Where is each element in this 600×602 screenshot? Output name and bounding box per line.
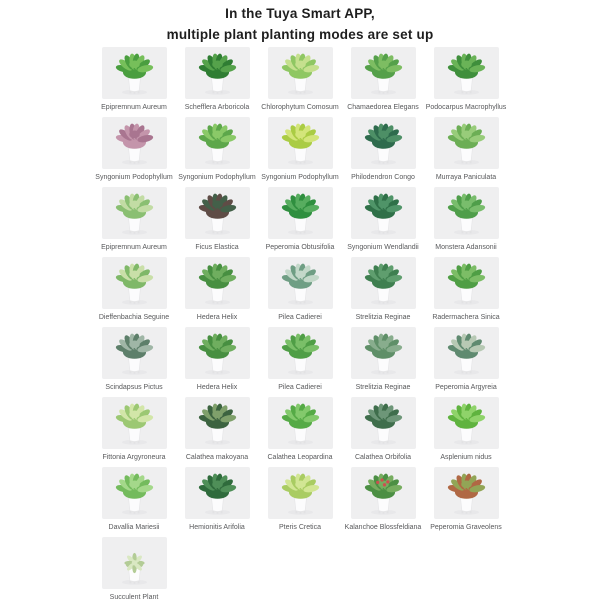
plant-illustration	[102, 537, 167, 589]
header	[0, 0, 600, 45]
plant-item	[351, 257, 416, 322]
plant-name-label: Peperomia Graveolens	[430, 524, 502, 531]
plant-name-label: Pilea Cadierei	[278, 314, 322, 321]
plant-name-label: Epipremnum Aureum	[101, 244, 167, 251]
foliage	[281, 403, 320, 429]
pot	[294, 218, 306, 231]
plant-item	[178, 117, 256, 182]
plant-name-label: Radermachera Sinica	[432, 314, 500, 321]
foliage	[447, 473, 486, 499]
pot	[294, 148, 306, 161]
plant-illustration	[268, 47, 333, 99]
pot	[294, 428, 306, 441]
plant-photo	[185, 327, 250, 379]
plant-photo	[268, 467, 333, 519]
plant-item	[185, 187, 250, 252]
foliage	[198, 473, 237, 499]
plant-photo	[185, 47, 250, 99]
plant-name-label: Hemionitis Arifolia	[189, 524, 245, 531]
plant-item	[98, 257, 170, 322]
pot	[211, 428, 223, 441]
plant-photo	[268, 47, 333, 99]
pot	[211, 498, 223, 511]
foliage	[198, 403, 237, 429]
plant-grid	[95, 47, 507, 602]
foliage	[281, 193, 320, 219]
foliage	[198, 333, 237, 359]
foliage	[364, 193, 403, 219]
foliage	[447, 123, 486, 149]
plant-name-label: Syngonium Podophyllum	[178, 174, 256, 181]
plant-item	[261, 117, 339, 182]
flower-dot	[382, 483, 385, 486]
plant-illustration	[351, 397, 416, 449]
pot	[128, 148, 140, 161]
pot	[377, 288, 389, 301]
plant-item	[268, 467, 333, 532]
plant-item	[351, 117, 416, 182]
foliage	[198, 53, 237, 79]
pot	[460, 428, 472, 441]
plant-name-label: Succulent Plant	[109, 594, 159, 601]
plant-name-label: Kalanchoe Blossfeldiana	[344, 524, 422, 531]
plant-photo	[434, 397, 499, 449]
plant-name-label: Ficus Elastica	[195, 244, 239, 251]
plant-illustration	[434, 117, 499, 169]
plant-item	[95, 117, 173, 182]
pot	[128, 498, 140, 511]
plant-illustration	[268, 327, 333, 379]
foliage	[115, 473, 154, 499]
plant-item	[434, 327, 499, 392]
plant-item	[347, 47, 419, 112]
plant-illustration	[185, 327, 250, 379]
pot	[128, 218, 140, 231]
plant-item	[185, 47, 250, 112]
plant-photo	[434, 117, 499, 169]
plant-name-label: Peperomia Argyreia	[435, 384, 497, 391]
plant-photo	[268, 397, 333, 449]
pot	[128, 78, 140, 91]
foliage	[115, 53, 154, 79]
pot	[128, 428, 140, 441]
plant-item	[425, 47, 507, 112]
plant-photo	[102, 257, 167, 309]
pot	[460, 288, 472, 301]
plant-illustration	[434, 467, 499, 519]
pot	[211, 78, 223, 91]
foliage	[447, 403, 486, 429]
plant-illustration	[102, 397, 167, 449]
foliage	[364, 53, 403, 79]
plant-item	[268, 327, 333, 392]
flower-dot	[380, 478, 383, 481]
foliage	[124, 553, 144, 573]
foliage	[447, 263, 486, 289]
plant-name-label: Murraya Paniculata	[435, 174, 497, 181]
plant-illustration	[351, 467, 416, 519]
plant-photo	[185, 187, 250, 239]
plant-illustration	[185, 257, 250, 309]
plant-item	[102, 537, 167, 602]
plant-name-label: Hedera Helix	[196, 314, 238, 321]
plant-illustration	[185, 47, 250, 99]
plant-photo	[434, 47, 499, 99]
page-title-line1: In the Tuya Smart APP,	[225, 6, 375, 21]
plant-item	[102, 187, 167, 252]
plant-name-label: Calathea Orbifolia	[354, 454, 412, 461]
plant-illustration	[268, 257, 333, 309]
plant-illustration	[102, 187, 167, 239]
plant-name-label: Strelitzia Reginae	[355, 314, 411, 321]
plant-photo	[434, 187, 499, 239]
plant-photo	[102, 187, 167, 239]
plant-photo	[268, 117, 333, 169]
plant-photo	[434, 467, 499, 519]
pot	[377, 78, 389, 91]
pot	[294, 498, 306, 511]
plant-item	[351, 327, 416, 392]
plant-name-label: Schefflera Arboricola	[184, 104, 250, 111]
foliage	[281, 333, 320, 359]
pot	[294, 358, 306, 371]
plant-illustration	[351, 187, 416, 239]
foliage	[115, 263, 154, 289]
plant-illustration	[351, 257, 416, 309]
foliage	[447, 193, 486, 219]
plant-name-label: Chlorophytum Comosum	[261, 104, 339, 111]
plant-item	[265, 187, 335, 252]
plant-photo	[102, 117, 167, 169]
pot	[128, 358, 140, 371]
plant-photo	[268, 187, 333, 239]
pot	[128, 288, 140, 301]
foliage	[364, 403, 403, 429]
foliage	[281, 53, 320, 79]
foliage	[115, 123, 154, 149]
foliage	[364, 333, 403, 359]
pot	[377, 358, 389, 371]
plant-illustration	[102, 327, 167, 379]
plant-name-label: Pilea Cadierei	[278, 384, 322, 391]
plant-name-label: Strelitzia Reginae	[355, 384, 411, 391]
foliage	[447, 333, 486, 359]
plant-item	[102, 397, 167, 462]
flower-dot	[386, 480, 389, 483]
plant-item	[185, 467, 250, 532]
plant-illustration	[185, 187, 250, 239]
pot	[377, 428, 389, 441]
plant-illustration	[351, 47, 416, 99]
pot	[460, 498, 472, 511]
plant-item	[185, 257, 250, 322]
plant-name-label: Hedera Helix	[196, 384, 238, 391]
plant-name-label: Calathea makoyana	[185, 454, 249, 461]
foliage	[281, 123, 320, 149]
plant-photo	[351, 257, 416, 309]
plant-illustration	[351, 327, 416, 379]
foliage	[364, 123, 403, 149]
pot	[460, 148, 472, 161]
pot	[211, 218, 223, 231]
plant-illustration	[102, 47, 167, 99]
plant-illustration	[434, 257, 499, 309]
foliage	[281, 263, 320, 289]
plant-item	[102, 327, 167, 392]
plant-name-label: Pteris Cretica	[278, 524, 322, 531]
pot	[294, 78, 306, 91]
plant-item	[434, 187, 499, 252]
plant-photo	[102, 467, 167, 519]
plant-photo	[434, 327, 499, 379]
plant-item	[430, 467, 502, 532]
flower-dot	[376, 481, 379, 484]
plant-name-label: Monstera Adansonii	[435, 244, 497, 251]
plant-photo	[102, 537, 167, 589]
foliage	[115, 193, 154, 219]
pot	[377, 498, 389, 511]
plant-photo	[185, 117, 250, 169]
plant-name-label: Calathea Leopardina	[267, 454, 333, 461]
foliage	[364, 263, 403, 289]
plant-illustration	[102, 117, 167, 169]
foliage	[115, 333, 154, 359]
pot	[460, 218, 472, 231]
plant-illustration	[268, 117, 333, 169]
plant-illustration	[185, 397, 250, 449]
plant-photo	[351, 47, 416, 99]
plant-illustration	[351, 117, 416, 169]
plant-illustration	[102, 257, 167, 309]
plant-illustration	[268, 187, 333, 239]
plant-photo	[351, 187, 416, 239]
plant-item	[434, 117, 499, 182]
plant-photo	[434, 257, 499, 309]
plant-illustration	[268, 397, 333, 449]
foliage	[198, 263, 237, 289]
pot	[211, 288, 223, 301]
plant-illustration	[185, 117, 250, 169]
plant-illustration	[185, 467, 250, 519]
plant-name-label: Scindapsus Pictus	[105, 384, 163, 391]
plant-name-label: Fittonia Argyroneura	[102, 454, 166, 461]
foliage	[115, 403, 154, 429]
plant-photo	[102, 47, 167, 99]
pot	[211, 148, 223, 161]
plant-illustration	[434, 397, 499, 449]
plant-item	[185, 327, 250, 392]
plant-item	[185, 397, 250, 462]
foliage	[364, 473, 403, 499]
plant-name-label: Peperomia Obtusifolia	[265, 244, 335, 251]
plant-name-label: Podocarpus Macrophyllus	[425, 104, 507, 111]
plant-illustration	[434, 47, 499, 99]
plant-name-label: Syngonium Podophyllum	[261, 174, 339, 181]
pot	[294, 288, 306, 301]
plant-name-label: Syngonium Podophyllum	[95, 174, 173, 181]
plant-item	[347, 187, 419, 252]
plant-photo	[351, 467, 416, 519]
plant-name-label: Syngonium Wendlandii	[347, 244, 419, 251]
foliage	[198, 123, 237, 149]
plant-photo	[102, 397, 167, 449]
plant-item	[268, 397, 333, 462]
plant-item	[434, 397, 499, 462]
plant-photo	[351, 397, 416, 449]
plant-name-label: Davallia Mariesii	[108, 524, 160, 531]
plant-illustration	[434, 327, 499, 379]
plant-photo	[185, 467, 250, 519]
pot	[460, 78, 472, 91]
plant-photo	[268, 327, 333, 379]
plant-photo	[185, 257, 250, 309]
plant-illustration	[268, 467, 333, 519]
plant-item	[434, 257, 499, 322]
plant-item	[344, 467, 422, 532]
foliage	[198, 193, 237, 219]
plant-photo	[351, 117, 416, 169]
plant-item	[351, 397, 416, 462]
plant-item	[261, 47, 339, 112]
pot	[377, 148, 389, 161]
plant-item	[268, 257, 333, 322]
plant-name-label: Epipremnum Aureum	[101, 104, 167, 111]
plant-photo	[351, 327, 416, 379]
plant-name-label: Dieffenbachia Seguine	[98, 314, 170, 321]
plant-illustration	[434, 187, 499, 239]
page-title-line2: multiple plant planting modes are set up	[166, 27, 434, 42]
plant-name-label: Chamaedorea Elegans	[347, 104, 419, 111]
plant-photo	[102, 327, 167, 379]
plant-name-label: Philodendron Congo	[351, 174, 415, 181]
plant-name-label: Asplenium nidus	[440, 454, 492, 461]
plant-photo	[185, 397, 250, 449]
foliage	[281, 473, 320, 499]
plant-item	[102, 47, 167, 112]
plant-illustration	[102, 467, 167, 519]
plant-photo	[268, 257, 333, 309]
plant-item	[102, 467, 167, 532]
pot	[460, 358, 472, 371]
pot	[211, 358, 223, 371]
pot	[377, 218, 389, 231]
foliage	[447, 53, 486, 79]
